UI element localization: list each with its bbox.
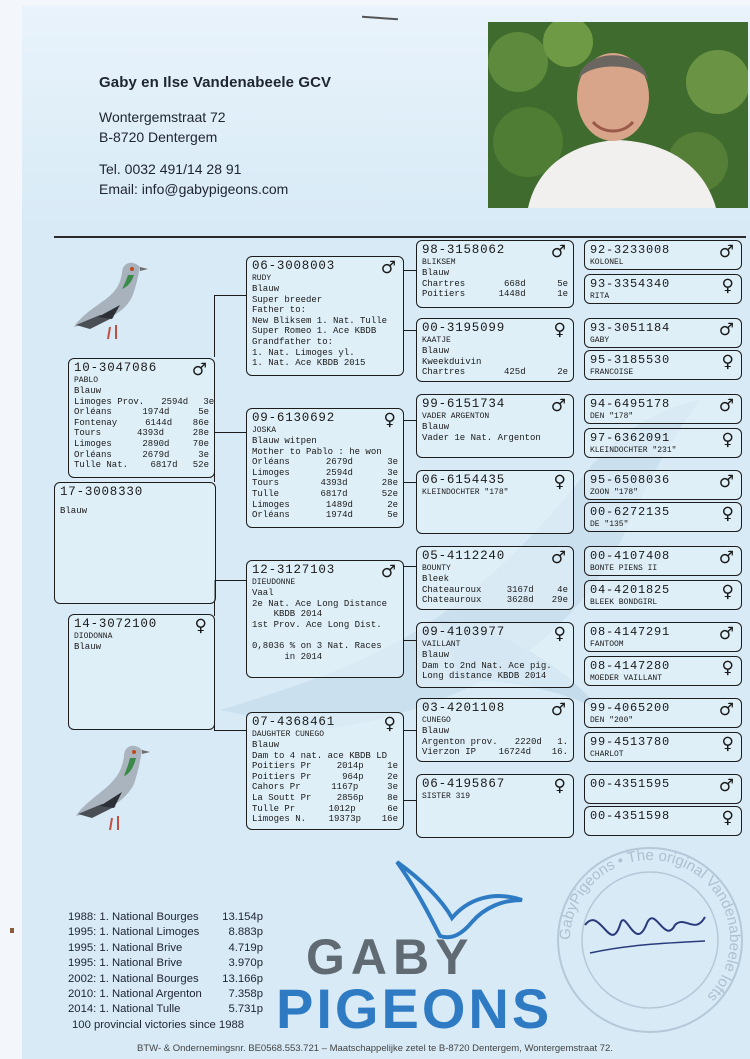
connector [404, 566, 416, 567]
ring-number: 08-4147291 [590, 625, 671, 639]
pigeon-name: BOUNTY [422, 564, 451, 573]
race-result: Tulle Pr 1012p 6e [252, 803, 398, 814]
pigeon-name: RUDY [252, 274, 272, 283]
male-icon: ♂ [718, 624, 734, 644]
info-line: Blauw [422, 268, 450, 278]
result-row: 1995: 1. National Limoges 8.883p [68, 926, 263, 939]
ring-number: 92-3233008 [590, 243, 671, 257]
info-line: in 2014 [252, 651, 323, 662]
male-icon: ♂ [718, 776, 734, 796]
info-line: KBDB 2014 [252, 609, 323, 620]
connector [214, 432, 246, 433]
pedigree-box-gen4[interactable] [584, 546, 742, 576]
race-result: Poitiers Pr 964p 2e [252, 771, 398, 782]
female-icon: ♀ [721, 352, 734, 372]
info-line: Kweekduivin [422, 356, 482, 367]
connector [214, 295, 215, 357]
result-row: 1995: 1. National Brive 3.970p [68, 957, 263, 970]
male-icon: ♂ [550, 396, 566, 416]
male-icon: ♂ [718, 700, 734, 720]
connector [214, 295, 246, 296]
pigeon-name: KOLONEL [590, 258, 624, 267]
race-result: Fontenay 6144d 86e [74, 417, 209, 428]
pigeon-name: FANTOOM [590, 640, 624, 649]
pedigree-box-gen4[interactable] [584, 240, 742, 270]
pigeon-color: Blauw [60, 506, 88, 516]
male-icon: ♂ [718, 320, 734, 340]
info-line: Super breeder [252, 294, 323, 305]
pedigree-box-dieudonne[interactable] [246, 560, 404, 678]
ring-number: 00-3195099 [422, 321, 506, 335]
race-result: Cahors Pr 1167p 3e [252, 782, 398, 793]
ring-number: 00-6272135 [590, 505, 671, 519]
pedigree-dam[interactable] [68, 614, 215, 730]
pigeon-name: DEN "200" [590, 716, 634, 725]
pedigree-box-kaatje[interactable] [416, 318, 574, 382]
female-icon: ♀ [553, 320, 566, 340]
male-icon: ♂ [550, 548, 566, 568]
pedigree-box-bliksem[interactable] [416, 240, 574, 308]
race-result: Chateauroux 3167d 4e [422, 584, 568, 595]
info-line: 1. Nat. Limoges yl. [252, 347, 355, 358]
pigeon-name: DE "135" [590, 520, 629, 529]
info-line: Blauw witpen [252, 436, 317, 446]
female-icon: ♀ [721, 430, 734, 450]
pigeon-name: RITA [590, 292, 610, 301]
scan-speck [10, 928, 14, 933]
ring-number: 99-4513780 [590, 735, 671, 749]
race-result: Limoges Prov. 2594d 3e [74, 396, 215, 407]
female-icon: ♀ [383, 714, 396, 734]
pedigree-box-gen4[interactable] [584, 428, 742, 458]
ring-number: 17-3008330 [60, 485, 144, 499]
result-row: 1988: 1. National Bourges 13.154p [68, 911, 263, 923]
race-result: Vierzon IP 16724d 16. [422, 747, 568, 758]
female-icon: ♀ [383, 410, 396, 430]
pedigree-box-gen4[interactable] [584, 274, 742, 304]
connector [404, 800, 416, 801]
ring-number: 00-4107408 [590, 549, 671, 563]
race-result: Orléans 2679d 3e [252, 457, 398, 468]
male-icon: ♂ [550, 242, 566, 262]
male-icon: ♂ [380, 562, 396, 582]
connector [404, 640, 416, 641]
race-result: Limoges 2890d 70e [74, 438, 209, 449]
info-line: Dam to 4 nat. ace KBDB LD [252, 750, 388, 761]
male-icon: ♂ [718, 396, 734, 416]
pedigree-box-cunego[interactable] [416, 698, 574, 762]
race-result: Argenton prov. 2220d 1. [422, 736, 568, 747]
ring-number: 99-4065200 [590, 701, 671, 715]
ring-number: 06-3008003 [252, 259, 336, 273]
pigeon-name: DAUGHTER CUNEGO [252, 730, 325, 739]
result-row: 2002: 1. National Bourges 13.166p [68, 972, 263, 985]
info-line: Dam to 2nd Nat. Ace pig. [422, 660, 552, 671]
victories-text: 100 provincial victories since 1988 [72, 1018, 245, 1031]
male-icon: ♂ [191, 360, 207, 380]
ring-number: 00-4351595 [590, 777, 671, 791]
pigeon-name: ZOON "178" [590, 488, 639, 497]
pedigree-box-kleindochter[interactable] [416, 470, 574, 534]
race-result: Chartres 668d 5e [422, 278, 568, 289]
male-icon: ♂ [718, 242, 734, 262]
ring-number: 94-6495178 [590, 397, 671, 411]
ring-number: 93-3354340 [590, 277, 671, 291]
pedigree-box-sister[interactable] [416, 774, 574, 838]
pedigree-box-gen4[interactable] [584, 580, 742, 610]
pigeon-name: CHARLOT [590, 750, 624, 759]
female-icon: ♀ [553, 472, 566, 492]
male-icon: ♂ [550, 700, 566, 720]
footer: BTW- & Ondernemingsnr. BE0568.553.721 – Maatschappelijke zetel te B-8720 Dentergem, Wontergemstraat 72. [137, 1043, 613, 1054]
pigeon-name: VAILLANT [422, 640, 461, 649]
breeder-email[interactable]: Email: info@gabypigeons.com [99, 181, 289, 197]
pigeon-color: Blauw [74, 386, 102, 396]
pigeon-name: SISTER 319 [422, 792, 471, 801]
info-line: Grandfather to: [252, 336, 334, 347]
info-line [252, 630, 398, 641]
race-result: La Soutt Pr 2856p 8e [252, 792, 398, 803]
pedigree-sire[interactable] [68, 358, 215, 478]
race-result: Chateauroux 3628d 29e [422, 595, 568, 606]
connector [404, 420, 416, 421]
male-pigeon-illustration [70, 255, 155, 345]
info-line: Super Romeo 1. Ace KBDB [252, 326, 377, 337]
connector [214, 730, 246, 731]
result-row: 2010: 1. National Argenton 7.358p [68, 988, 263, 1001]
info-line: Father to: [252, 305, 307, 316]
female-pigeon-illustration [70, 740, 155, 835]
pedigree-box-vaillant[interactable] [416, 622, 574, 688]
info-line: Blauw [252, 740, 280, 750]
breeder-phone: Tel. 0032 491/14 28 91 [99, 161, 242, 177]
ring-number: 05-4112240 [422, 549, 506, 563]
info-line: 1. Nat. Ace KBDB 2015 [252, 358, 366, 369]
logo-top-text: GABY [306, 929, 475, 985]
ring-number: 09-4103977 [422, 625, 506, 639]
ring-number: 04-4201825 [590, 583, 671, 597]
divider [54, 236, 746, 238]
male-icon: ♂ [380, 258, 396, 278]
pigeon-name: CUNEGO [422, 716, 451, 725]
breeder-city: B-8720 Dentergem [99, 129, 218, 145]
ring-number: 07-4368461 [252, 715, 336, 729]
race-result: Tours 4393d 28e [74, 428, 209, 439]
pedigree-box-gen4[interactable] [584, 470, 742, 500]
ring-number: 98-3158062 [422, 243, 506, 257]
info-line: 1st Prov. Ace Long Dist. [252, 619, 382, 630]
pigeon-color: Blauw [74, 642, 102, 652]
race-result: Tulle 6817d 52e [252, 488, 398, 499]
female-icon: ♀ [721, 504, 734, 524]
pigeon-name: PABLO [74, 376, 99, 385]
race-result: Limoges 2594d 3e [252, 467, 398, 478]
pedigree-box-gen4[interactable] [584, 698, 742, 728]
pedigree-box-gen4[interactable] [584, 350, 742, 380]
ring-number: 97-6362091 [590, 431, 671, 445]
pigeon-name: JOSKA [252, 426, 277, 435]
pedigree-box-vader-argenton[interactable] [416, 394, 574, 458]
result-row: 1995: 1. National Brive 4.719p [68, 941, 263, 954]
female-icon: ♀ [721, 734, 734, 754]
female-icon: ♀ [721, 808, 734, 828]
pedigree-box-gen4[interactable] [584, 732, 742, 762]
pedigree-box-gen4[interactable] [584, 394, 742, 424]
pedigree-subject[interactable] [54, 482, 216, 604]
pigeon-name: GABY [590, 336, 610, 345]
pigeon-name: KLEINDOCHTER "231" [590, 446, 677, 455]
female-icon: ♀ [553, 776, 566, 796]
race-result: Orléans 1974d 5e [74, 407, 209, 418]
pigeon-name: DEN "178" [590, 412, 634, 421]
female-icon: ♀ [721, 658, 734, 678]
info-line: Blauw [422, 422, 450, 432]
race-result: Tours 4393d 28e [252, 478, 398, 489]
pedigree-box-joska[interactable] [246, 408, 404, 528]
ring-number: 14-3072100 [74, 617, 158, 631]
pigeon-name: BLEEK BONDGIRL [590, 598, 658, 607]
connector [214, 580, 246, 581]
svg-text:GabyPigeons • The original Van: GabyPigeons • The original Vandenabeele lofts [556, 846, 744, 1006]
pigeon-name: FRANCOISE [590, 368, 634, 377]
pigeon-name: MOEDER VAILLANT [590, 674, 663, 683]
info-line: 2e Nat. Ace Long Distance [252, 598, 388, 609]
info-line: 0,8036 % on 3 Nat. Races [252, 640, 382, 651]
info-line: Blauw [422, 726, 450, 736]
pigeon-name: KAATJE [422, 336, 451, 345]
info-line: Blauw [422, 346, 450, 356]
info-line: Vader 1e Nat. Argenton [422, 432, 541, 443]
connector [404, 482, 416, 483]
pigeon-name: KLEINDOCHTER "178" [422, 488, 509, 497]
info-line: New Bliksem 1. Nat. Tulle [252, 315, 388, 326]
ring-number: 08-4147280 [590, 659, 671, 673]
pigeon-name: BONTE PIENS II [590, 564, 658, 573]
pedigree-box-daughter-cunego[interactable] [246, 712, 404, 830]
connector [404, 270, 416, 271]
ring-number: 06-4195867 [422, 777, 506, 791]
results-list [68, 910, 263, 1033]
stamp-seal [555, 845, 745, 1035]
info-line: Vaal [252, 588, 274, 598]
pigeon-name: DIODONNA [74, 632, 113, 641]
female-icon: ♀ [553, 624, 566, 644]
male-icon: ♂ [718, 548, 734, 568]
pigeon-name: BLIKSEM [422, 258, 456, 267]
female-icon: ♀ [194, 616, 207, 636]
race-result: Poitiers 1448d 1e [422, 289, 568, 300]
pedigree-box-gen4[interactable] [584, 806, 742, 836]
breeder-info [99, 74, 331, 197]
race-result: Tulle Nat. 6817d 52e [74, 460, 209, 471]
race-result: Chartres 425d 2e [422, 367, 568, 378]
pedigree-box-bounty[interactable] [416, 546, 574, 610]
info-line: Bleek [422, 574, 450, 584]
connector [404, 730, 416, 731]
ring-number: 00-4351598 [590, 809, 671, 823]
ring-number: 93-3051184 [590, 321, 671, 335]
ring-number: 12-3127103 [252, 563, 336, 577]
pigeon-name: VADER ARGENTON [422, 412, 490, 421]
result-row: 2014: 1. National Tulle 5.731p [68, 1003, 263, 1016]
ring-number: 95-6508036 [590, 473, 671, 487]
pedigree-box-gen4[interactable] [584, 318, 742, 348]
breeder-photo [488, 22, 748, 208]
ring-number: 09-6130692 [252, 411, 336, 425]
pigeon-name: DIEUDONNE [252, 578, 296, 587]
pedigree-box-gen4[interactable] [584, 774, 742, 804]
male-icon: ♂ [718, 472, 734, 492]
ring-number: 99-6151734 [422, 397, 506, 411]
ring-number: 03-4201108 [422, 701, 506, 715]
connector [404, 330, 416, 331]
info-line: Long distance KBDB 2014 [422, 671, 547, 682]
race-result: Orléans 2679d 3e [74, 449, 209, 460]
breeder-street: Wontergemstraat 72 [99, 109, 226, 125]
ring-number: 95-3185530 [590, 353, 671, 367]
ring-number: 06-6154435 [422, 473, 506, 487]
info-line: Mother to Pablo : he won [252, 446, 382, 457]
pedigree-box-rudy[interactable] [246, 256, 404, 376]
pedigree-box-gen4[interactable] [584, 502, 742, 532]
logo-bottom-text: PIGEONS [276, 977, 553, 1040]
race-result: Orléans 1974d 5e [252, 510, 398, 521]
info-line: Blauw [252, 284, 280, 294]
female-icon: ♀ [721, 276, 734, 296]
info-line: Blauw [422, 650, 450, 660]
female-icon: ♀ [721, 582, 734, 602]
race-result: Poitiers Pr 2014p 1e [252, 761, 398, 772]
race-result: Limoges N. 19373p 16e [252, 814, 398, 825]
pedigree-box-gen4[interactable] [584, 622, 742, 652]
breeder-name: Gaby en Ilse Vandenabeele GCV [99, 74, 332, 91]
pedigree-box-gen4[interactable] [584, 656, 742, 686]
ring-number: 10-3047086 [74, 361, 158, 375]
race-result: Limoges 1489d 2e [252, 499, 398, 510]
